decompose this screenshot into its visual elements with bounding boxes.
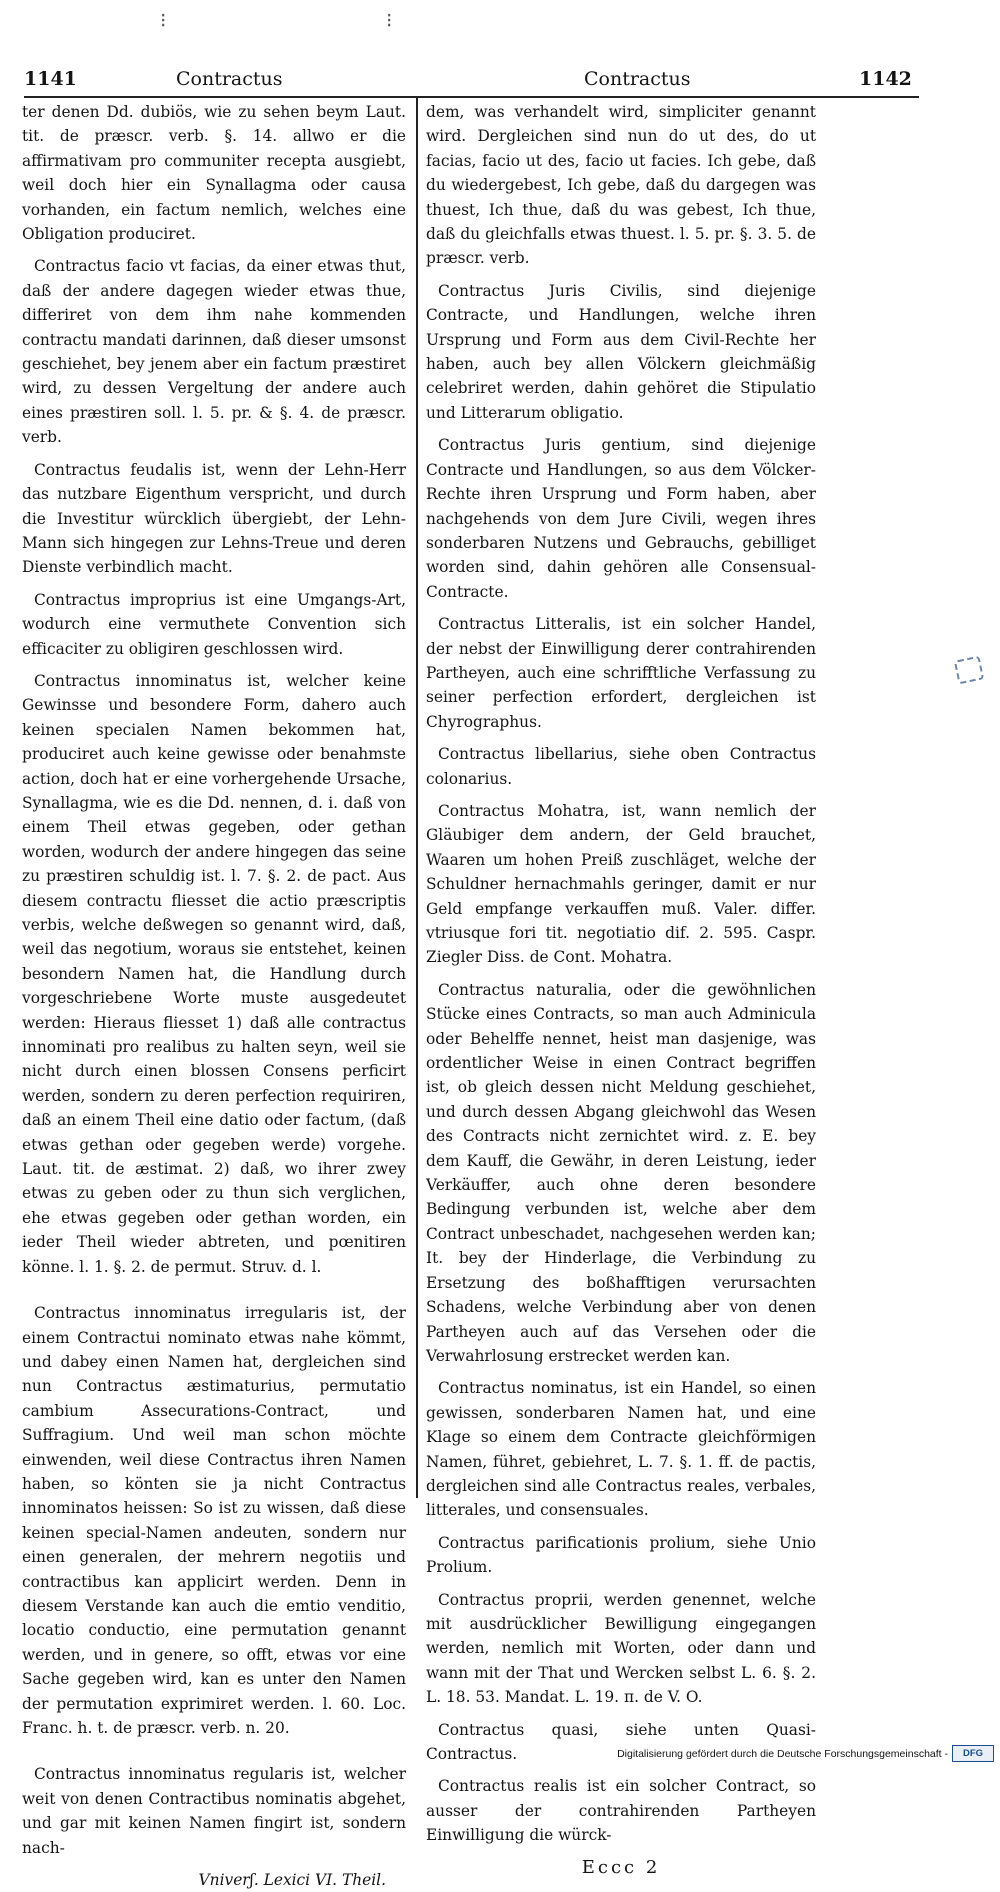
entry-proprii: Contractus proprii, werden genennet, welche mit ausdrücklicher Bewilligung eingegangen werden, nemlich mit Worten, oder dann und wann mit der That und Wercken selbst L. 6. §. 2. L. 18. 53. Mandat. L. 19. π. de V. O. — [426, 1590, 816, 1707]
volume-footer: Vniverʃ. Lexici VI. Theil. — [198, 1871, 386, 1890]
margin-stamp-mark — [954, 656, 984, 685]
entry-innominatus: Contractus innominatus ist, welcher keine Gewinsse und besondere Form, dahero auch keinen specialen Namen bekommen hat, produciret auch keine gewisse oder benahmste action, doch hat er eine vorhergehende Ursache, Synallagma, wie es die Dd. nennen, d. i. daß von einem Theil etwas gegeben, oder gethan worden, wodurch der andere hingegen das seine zu præstiren schuldig ist. l. 7. §. 2. de pact. Aus diesem contractu fliesset die actio præscriptis verbis, welche deßwegen so genannt wird, daß, weil das negotium, woraus sie entstehet, keinen besondern Namen hat, die Handlung durch vorgeschriebene Worte muste ausgedeutet werden: Hieraus fliesset 1) daß alle contractus innominati pro realibus zu halten seyn, weil sie nicht durch einen blossen Consens perficirt werden, sondern zu deren perfection requiriren, daß an einem Theil eine datio oder factum, (daß etwas gethan oder gegeben werde) vorgehe. Laut. tit. de æstimat. 2) daß, wo ihrer zwey etwas zu geben oder zu thun sich verglichen, ehe etwas gegeben oder gethan worden, ein ieder Theil wieder abtreten, und pœnitiren könne. l. 1. §. 2. de permut. Struv. d. l. — [22, 671, 406, 1276]
top-margin-mark-right: ⁝ — [386, 8, 393, 32]
right-page-number: 1142 — [859, 68, 912, 90]
entry-feudalis: Contractus feudalis ist, wenn der Lehn-Herr das nutzbare Eigenthum verspricht, und durch die Investitur würcklich übergiebt, der Lehn-Mann sich hingegen zur Lehns-Treue und deren Dienste verbindlich macht. — [22, 460, 406, 577]
entry-continuation: ter denen Dd. dubiös, wie zu sehen beym Laut. tit. de præscr. verb. §. 14. allwo er die affirmativam pro communiter recepta ausgiebt, weil doch hier ein Synallagma oder causa vorhanden, ein factum nemlich, welches eine Obligation produciret. — [22, 103, 406, 244]
entry-continuation-right: dem, was verhandelt wird, simpliciter genannt wird. Dergleichen sind nun do ut des, do ut facias, facio ut des, facio ut facies. Ich gebe, daß du wiedergebest, Ich gebe, daß du dargegen was thuest, Ich thue, daß du was gebest, Ich thue, daß du gleichfalls etwas thuest. l. 5. pr. §. 3. 5. de præscr. verb. — [426, 103, 816, 268]
right-column — [426, 100, 816, 1880]
entry-naturalia: Contractus naturalia, oder die gewöhnlichen Stücke eines Contracts, so man auch Adminicula oder Behelffe nennet, heist man dasjenige, was ordentlicher Weise in einen Contract begriffen ist, ob gleich dessen nicht Meldung geschiehet, und durch dessen Abgang gleichwohl das Wesen des Contracts nicht zernichtet wird. z. E. bey dem Kauff, die Gewähr, in deren Leistung, ieder Verkäuffer, auch ohne deren besondere Bedingung verbunden ist, welche aber dem Contract unbeschadet, nachgesehen werden kan; It. bey der Hinderlage, die Verbindung zu Ersetzung des boßhafftigen verursachten Schadens, welche Verbindung aber von denen Partheyen auch auf das Versehen oder die Verwahrlosung erstrecket werden kan. — [426, 980, 816, 1365]
left-running-keyword: Contractus — [176, 68, 283, 90]
entry-innominatus-regularis: Contractus innominatus regularis ist, welcher weit von denen Contractibus nominatis abgehet, und gar mit keinen Namen fingirt ist, sondern nach- — [22, 1765, 406, 1857]
entry-facio-vt-facias: Contractus facio vt facias, da einer etwas thut, daß der andere dagegen wieder etwas thue, differiret von dem ihm nahe kommenden contractu mandati darinnen, daß dieser umsonst geschiehet, bey jenem aber ein factum præstiret wird, zu dessen Vergeltung der andere auch eines præstiren soll. l. 5. pr. & §. 4. de præscr. verb. — [22, 257, 406, 447]
entry-improprius: Contractus improprius ist eine Umgangs-Art, wodurch eine vermuthete Convention sich efficaciter zu obligiren geschlossen wird. — [22, 590, 406, 658]
entry-libellarius: Contractus libellarius, siehe oben Contractus colonarius. — [426, 745, 816, 788]
entry-nominatus: Contractus nominatus, ist ein Handel, so einen gewissen, sonderbaren Namen hat, und eine Klage so einem dem Contracte gleichförmigen Namen, führet, gebiehret, L. 7. §. 1. ff. de pactis, dergleichen sind alle Contractus reales, verbales, litterales, und consensuales. — [426, 1379, 816, 1520]
left-page-number: 1141 — [24, 68, 77, 90]
entry-parificationis: Contractus parificationis prolium, siehe Unio Prolium. — [426, 1533, 816, 1577]
entry-mohatra: Contractus Mohatra, ist, wann nemlich der Gläubiger dem andern, der Geld brauchet, Waaren um hohen Preiß zuschläget, welche der Schuldner hernachmahls geringer, damit er nur Geld empfange verkauffen muß. Valer. differ. vtriusque fori tit. negotiatio dif. 2. 595. Caspr. Ziegler Diss. de Cont. Mohatra. — [426, 801, 816, 967]
entry-juris-gentium: Contractus Juris gentium, sind diejenige Contracte und Handlungen, so aus dem Völcker-Rechte ihren Ursprung und Form haben, aber nachgehends von dem Jure Civili, wegen ihres sonderbaren Nutzens und Gebrauchs, gebilliget worden sind, dahin gehören alle Consensual-Contracte. — [426, 436, 816, 601]
entry-quasi: Contractus quasi, siehe unten Quasi-Contractus. — [426, 1720, 816, 1763]
right-running-keyword: Contractus — [584, 68, 691, 90]
entry-juris-civilis: Contractus Juris Civilis, sind diejenige Contracte, und Handlungen, welche ihren Ursprung und Form aus dem Civil-Rechte her haben, auch bey allen Völckern gleichmäßig celebriret werden, dahin gehöret die Stipulatio und Litterarum obligatio. — [426, 281, 816, 422]
header-rule — [24, 96, 919, 98]
signature-mark: Eccc 2 — [581, 1856, 661, 1878]
entry-litteralis: Contractus Litteralis, ist ein solcher Handel, der nebst der Einwilligung derer contrahirenden Partheyen, auch eine schrifftliche Verfassung zu seiner perfection erfordert, dergleichen ist Chyrographus. — [426, 615, 816, 731]
entry-realis: Contractus realis ist ein solcher Contract, so ausser der contrahirenden Partheyen Einwilligung die würck- — [426, 1777, 816, 1845]
dfg-logo: DFG — [952, 1745, 994, 1762]
entry-innominatus-irregularis: Contractus innominatus irregularis ist, der einem Contractui nominato etwas nahe kömmt, und dabey einen Namen hat, dergleichen sind nun Contractus æstimaturius, permutatio cambium Assecurations-Contract, und Suffragium. Und weil man schon möchte einwenden, weil diese Contractus ihren Namen haben, so könten sie ja nicht Contractus innominatos heissen: So ist zu wissen, daß diese keinen special-Namen andeuten, sondern nur einen generalen, der mehrern negotiis und contractibus kan applicirt werden. Denn in diesem Verstande kan auch die emtio venditio, locatio conductio, eine permutation genannt werden, und in genere, so offt, etwas vor eine Sache gegeben wird, kan es unter den Namen der permutation exprimiret werden. l. 60. Loc. Franc. h. t. de præscr. verb. n. 20. — [22, 1304, 406, 1737]
left-column — [22, 100, 406, 1892]
digitization-credit: Digitalisierung gefördert durch die Deutsche Forschungsgemeinschaft - — [617, 1748, 948, 1760]
column-divider — [416, 98, 418, 1498]
top-margin-mark-left: ⁝ — [160, 8, 167, 32]
